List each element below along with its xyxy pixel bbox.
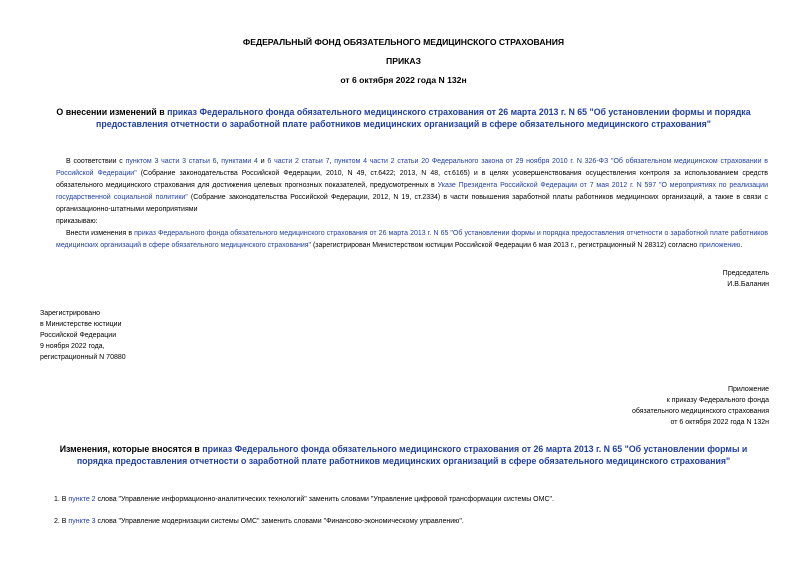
appendix-line: от 6 октября 2022 года N 132н — [670, 419, 769, 426]
law-link-article-7[interactable]: 6 части 2 статьи 7 — [267, 158, 330, 165]
changes-title — [50, 443, 757, 467]
preamble-paragraph — [56, 156, 768, 216]
registration-line: в Министерстве юстиции — [40, 321, 122, 328]
change-item-text: слова "Управление модернизации системы ОМС" заменить словами "Финансово-экономическому управлению". — [95, 518, 464, 525]
preamble-text-3: и — [257, 158, 268, 165]
preamble-text-7: (Собрание законодательства Российской Федерации, 2012, N 19, ст.2334) в части повышения заработной платы работников медицинских организаций, а также в связи с организационно-штатными мероприятиями — [56, 194, 768, 213]
appendix-line: обязательного медицинского страхования — [631, 408, 769, 415]
appendix-reference — [632, 384, 769, 428]
change-item-prefix: 2. В — [54, 518, 69, 525]
preamble-text-1: В соответствии с — [66, 158, 126, 165]
changes-title-link[interactable]: приказ Федерального фонда обязательного медицинского страхования от 26 марта 2013 г. N 65 "Об установлении формы и порядка предоставления отчетности о заработной плате работников медицинских организаций в сфере обязательного медицинского страхования" — [76, 444, 748, 466]
law-link-points-4[interactable]: пунктами 4 — [221, 158, 258, 165]
signatory-position: Председатель — [722, 270, 769, 277]
law-link-article-6[interactable]: пунктом 3 части 3 статьи 6 — [125, 158, 217, 165]
preamble-text-4: , — [329, 158, 335, 165]
appendix-line: Приложение — [727, 386, 769, 393]
registration-line: Зарегистрировано — [40, 310, 100, 317]
change-item-text: слова "Управление информационно-аналитических технологий" заменить словами "Управление цифровой трансформации системы ОМС". — [95, 496, 554, 503]
amended-order-link[interactable]: приказ Федерального фонда обязательного медицинского страхования от 26 марта 2013 г. N 65 "Об установлении формы и порядка предоставления отчетности о заработной плате работников медицинских организаций в сфере обязательного медицинского страхования" — [56, 230, 768, 249]
appendix-link[interactable]: приложению — [699, 242, 741, 249]
order-title-link[interactable]: приказ Федерального фонда обязательного медицинского страхования от 26 марта 2013 г. N 65 "Об установлении формы и порядка предоставления отчетности о заработной плате работников медицинских организаций в сфере обязательного медицинского страхования" — [96, 107, 751, 129]
changes-title-prefix: Изменения, которые вносятся в — [59, 444, 203, 454]
order-title — [50, 106, 757, 130]
appendix-line: к приказу Федерального фонда — [666, 397, 769, 404]
registration-block — [40, 308, 126, 363]
change-item — [54, 516, 770, 528]
order-text-1: Внести изменения в — [66, 230, 135, 237]
point-3-link[interactable]: пункте 3 — [68, 518, 96, 525]
order-word: приказываю: — [56, 218, 98, 225]
registration-line: регистрационный N 70880 — [40, 354, 126, 361]
federal-law-link[interactable]: Федерального закона от 29 ноября 2010 г. N 326-ФЗ "Об обязательном медицинском страховании в Российской Федерации" — [56, 158, 768, 177]
org-name: ФЕДЕРАЛЬНЫЙ ФОНД ОБЯЗАТЕЛЬНОГО МЕДИЦИНСКОГО СТРАХОВАНИЯ — [242, 37, 565, 47]
signatory-name: И.В.Баланин — [727, 281, 769, 288]
change-item-prefix: 1. В — [54, 496, 69, 503]
registration-line: 9 ноября 2022 года, — [40, 343, 105, 350]
order-text-3: . — [740, 242, 743, 249]
preamble-text-6: (Собрание законодательства Российской Федерации, 2010, N 49, ст.6422; 2013, N 48, ст.6165) и в целях усовершенствования осуществления контроля за использованием средств обязательного медицинского страхования для достижения целевых прогнозных показателей, предусмотренных в — [56, 170, 768, 189]
presidential-decree-link[interactable]: Указе Президента Российской Федерации от 7 мая 2012 г. N 597 "О мероприятиях по реализации государственной социальной политики" — [56, 182, 768, 201]
change-item — [54, 494, 770, 506]
preamble-text-2: , — [216, 158, 222, 165]
point-2-link[interactable]: пункте 2 — [68, 496, 96, 503]
order-date-number: от 6 октября 2022 года N 132н — [340, 75, 467, 85]
order-paragraph — [56, 228, 768, 252]
law-link-article-20[interactable]: пунктом 4 части 2 статьи 20 — [334, 158, 430, 165]
signature-block — [723, 268, 769, 290]
doc-type: ПРИКАЗ — [386, 56, 421, 66]
registration-line: Российской Федерации — [40, 332, 117, 339]
order-text-2: (зарегистрирован Министерством юстиции Российской Федерации 6 мая 2013 г., регистрационный N 28312) согласно — [311, 242, 700, 249]
order-title-prefix: О внесении изменений в — [56, 107, 168, 117]
